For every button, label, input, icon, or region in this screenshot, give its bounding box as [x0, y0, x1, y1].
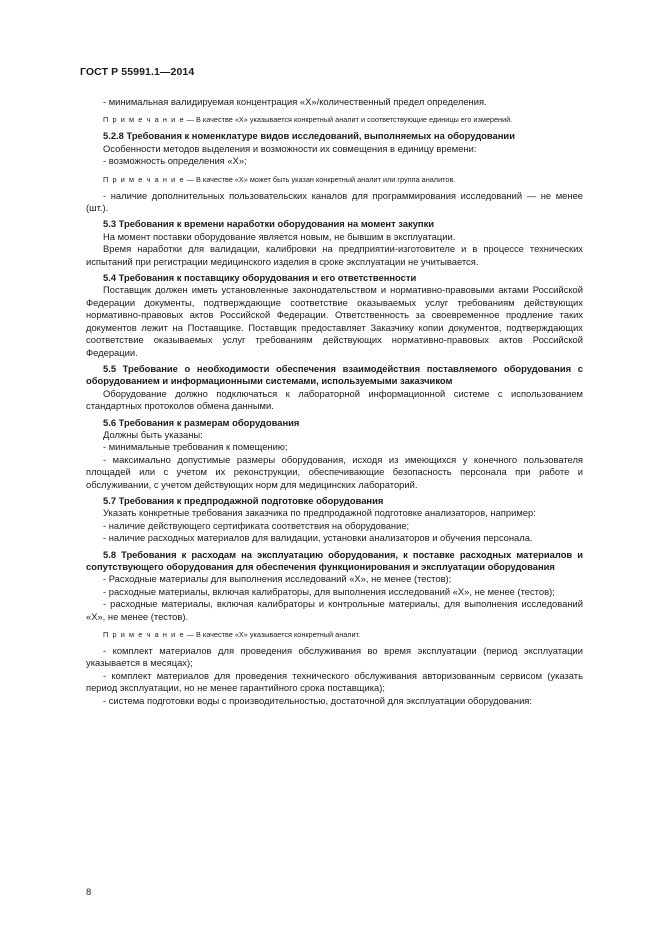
body-paragraph: На момент поставки оборудование является новым, не бывшим в эксплуатации. — [103, 230, 456, 242]
note-text: — В качестве «X» может быть указан конкретный аналит или группа аналитов. — [184, 174, 456, 184]
page-number: 8 — [86, 886, 92, 897]
body-paragraph: Указать конкретные требования заказчика по предпродажной подготовке анализаторов, например: — [103, 507, 536, 519]
body-paragraph: - возможность определения «X»; — [103, 155, 247, 167]
body-paragraph: - комплект материалов для проведения обслуживания во время эксплуатации (период эксплуатации указывается в месяцах); — [86, 645, 583, 669]
body-paragraph: - минимальные требования к помещению; — [103, 441, 288, 453]
section-heading: 5.4 Требования к поставщику оборудования и его ответственности — [103, 272, 417, 284]
body-paragraph: - максимально допустимые размеры оборудования, исходя из имеющихся у конечного пользователя площадей или с учетом их реконструкции, обеспечивающие безопасность персонала при работе и обслуживании, с учетом действующих норм для медицинских лабораторий. — [86, 453, 583, 490]
document-header: ГОСТ Р 55991.1—2014 — [80, 66, 195, 78]
body-paragraph: Оборудование должно подключаться к лабораторной информационной системе с использованием стандартных протоколов обмена данными. — [86, 387, 583, 412]
body-paragraph: Особенности методов выделения и возможности их совмещения в единицу времени: — [103, 142, 477, 154]
body-paragraph: - наличие дополнительных пользовательских каналов для программирования исследований — не менее (шт.). — [86, 189, 583, 214]
body-paragraph: - комплект материалов для проведения технического обслуживания авторизованным сервисом (указать период эксплуатации, но не менее гарантийного срока поставщика); — [86, 669, 583, 694]
body-paragraph: - система подготовки воды с производительностью, достаточной для эксплуатации оборудования: — [103, 694, 532, 706]
body-paragraph: - расходные материалы, включая калибраторы и контрольные материалы, для выполнения исследований «X», не менее (тестов). — [86, 598, 583, 622]
section-heading: 5.3 Требования к времени наработки оборудования на момент закупки — [103, 218, 435, 230]
body-paragraph: - расходные материалы, включая калибраторы, для выполнения исследований «X», не менее (тестов); — [103, 585, 555, 597]
section-heading: 5.8 Требования к расходам на эксплуатацию оборудования, к поставке расходных материалов и сопутствующего оборудования для обеспечения функционирования и эксплуатации оборудования — [86, 548, 583, 572]
document-body — [86, 96, 583, 707]
body-paragraph: Время наработки для валидации, калибровки на предприятии-изготовителе и в процессе технических испытаний при регистрации медицинского изделия в сроке эксплуатации не учитывается. — [86, 243, 583, 267]
note-paragraph — [86, 174, 583, 185]
note-paragraph — [86, 114, 583, 125]
body-paragraph: - Расходные материалы для выполнения исследований «X», не менее (тестов); — [103, 573, 452, 585]
section-heading: 5.7 Требования к предпродажной подготовке оборудования — [103, 494, 384, 506]
section-heading: 5.2.8 Требования к номенклатуре видов исследований, выполняемых на оборудовании — [103, 130, 515, 142]
section-heading: 5.6 Требования к размерам оборудования — [103, 416, 300, 428]
note-paragraph — [86, 629, 583, 640]
body-paragraph: - минимальная валидируемая концентрация «X»/количественный предел определения. — [103, 96, 487, 107]
section-heading: 5.5 Требование о необходимости обеспечения взаимодействия поставляемого оборудования с оборудованием и информационными системами, используемыми заказчиком — [86, 362, 583, 387]
note-text: — В качестве «X» указывается конкретный аналит и соответствующие единицы его измерений. — [184, 115, 513, 125]
note-label: П р и м е ч а н и е — [103, 630, 185, 640]
body-paragraph: Должны быть указаны: — [103, 428, 203, 440]
note-text: — В качестве «X» указывается конкретный аналит. — [184, 630, 361, 640]
note-label: П р и м е ч а н и е — [103, 174, 185, 184]
body-paragraph: - наличие действующего сертификата соответствия на оборудование; — [103, 519, 410, 531]
body-paragraph: Поставщик должен иметь установленные законодательством и нормативно-правовыми актами Российской Федерации документы, подтверждающие соответствие оказываемых услуг требованиям действующих нормативно-правовых актов Российской Федерации. Ответственность за своевременное продление таких документов лежит на Поставщике. Поставщик предоставляет Заказчику копии документов, подтверждающих соответствие оказываемых услуг требованиям действующих нормативно-правовых актов Российской Федерации. — [86, 284, 583, 358]
body-paragraph: - наличие расходных материалов для валидации, установки анализаторов и обучения персонала. — [103, 532, 533, 544]
note-label: П р и м е ч а н и е — [103, 115, 185, 125]
